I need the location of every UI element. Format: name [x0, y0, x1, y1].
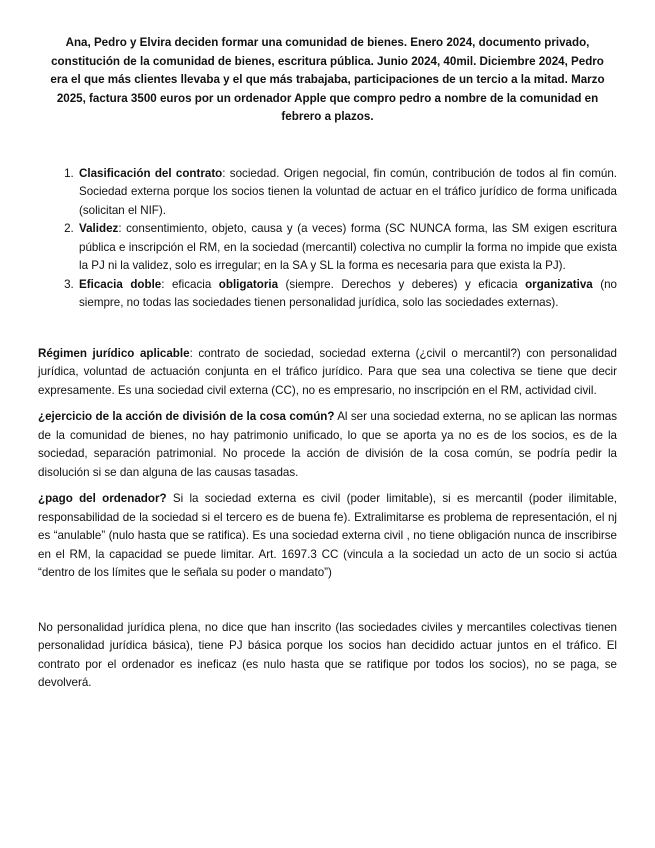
regimen-label: Régimen jurídico aplicable [38, 346, 190, 360]
division-paragraph [38, 408, 617, 482]
list-item-validez [77, 220, 617, 276]
division-text: Al ser una sociedad externa, no se aplican las normas de la comunidad de bienes, no hay patrimonio unificado, lo que se aporta ya no es de los socios, es de la sociedad, separación patrimonial. No procede la acción de división de la cosa común, se podría pedir la disolución si se dan alguna de las causas tasadas. [38, 410, 617, 479]
regimen-text: : contrato de sociedad, sociedad externa (¿civil o mercantil?) con personalidad jurídica, voluntad de actuación conjunta en el tráfico jurídico. Para que sea una colectiva se tiene que decir expresamente. Es una sociedad civil externa (CC), no es empresario, no inscripción en el RM, actividad civil. [38, 346, 617, 397]
list-item-text: : sociedad. Origen negocial, fin común, contribución de todos al fin común. Sociedad externa porque los socios tienen la voluntad de actuar en el tráfico jurídico de forma unificada (solicitan el NIF). [79, 166, 617, 217]
conclusion-paragraph: No personalidad jurídica plena, no dice que han inscrito (las sociedades civiles y mercantiles colectivas tienen personalidad jurídica básica), tiene PJ básica porque los socios han decidido actuar juntos en el tráfico. El contrato por el ordenador es ineficaz (es nulo hasta que se ratifique por todos los socios), no se paga, se devolverá. [38, 620, 617, 689]
list-item-emphasis: organizativa [525, 277, 593, 291]
list-item-emphasis: obligatoria [218, 277, 279, 291]
list-item-label: Eficacia doble [79, 277, 162, 291]
list-item-text: (siempre. Derechos y deberes) y eficacia [278, 277, 526, 291]
list-item-eficacia [77, 276, 617, 313]
pago-label: ¿pago del ordenador? [38, 492, 167, 505]
list-item-label: Validez [79, 222, 119, 235]
division-label: ¿ejercicio de la acción de división de la cosa común? [38, 410, 335, 423]
regimen-paragraph [38, 345, 617, 401]
list-item-text: : consentimiento, objeto, causa y (a veces) forma (SC NUNCA forma, las SM exigen escritura pública e inscripción el RM, en la sociedad (mercantil) colectiva no cumplir la forma no impide que exista la PJ ni la validez, solo es irregular; en la SA y SL la forma es necesaria para que exista la PJ). [79, 222, 617, 272]
list-item-text: (no siempre, no todas las sociedades tienen personalidad jurídica, solo las sociedades externas). [79, 277, 617, 309]
analysis-list [38, 165, 617, 313]
list-item-label: Clasificación del contrato [79, 166, 223, 180]
list-item-clasificacion [77, 165, 617, 221]
case-statement: Ana, Pedro y Elvira deciden formar una comunidad de bienes. Enero 2024, documento privado, constitución de la comunidad de bienes, escritura pública. Junio 2024, 40mil. Diciembre 2024, Pedro era el que más clientes llevaba y el que más trabajaba, participaciones de un tercio a la mitad. Marzo 2025, factura 3500 euros por un ordenador Apple que compro pedro a nombre de la comunidad en febrero a plazos. [50, 36, 605, 123]
pago-text: Si la sociedad externa es civil (poder limitable), si es mercantil (poder ilimitable, responsabilidad de la sociedad si el tercero es de buena fe). Extralimitarse es problema de representación, el nj es “anulable” (nulo hasta que se ratifica). Es una sociedad externa civil , no tiene obligación nunca de inscribirse en el RM, la capacidad se puede limitar. Art. 1697.3 CC (vincula a la sociedad un acto de un socio si actúa “dentro de los límites que le señala su poder o mandato”) [38, 492, 617, 579]
list-item-text: : eficacia [161, 277, 219, 291]
pago-paragraph [38, 490, 617, 583]
